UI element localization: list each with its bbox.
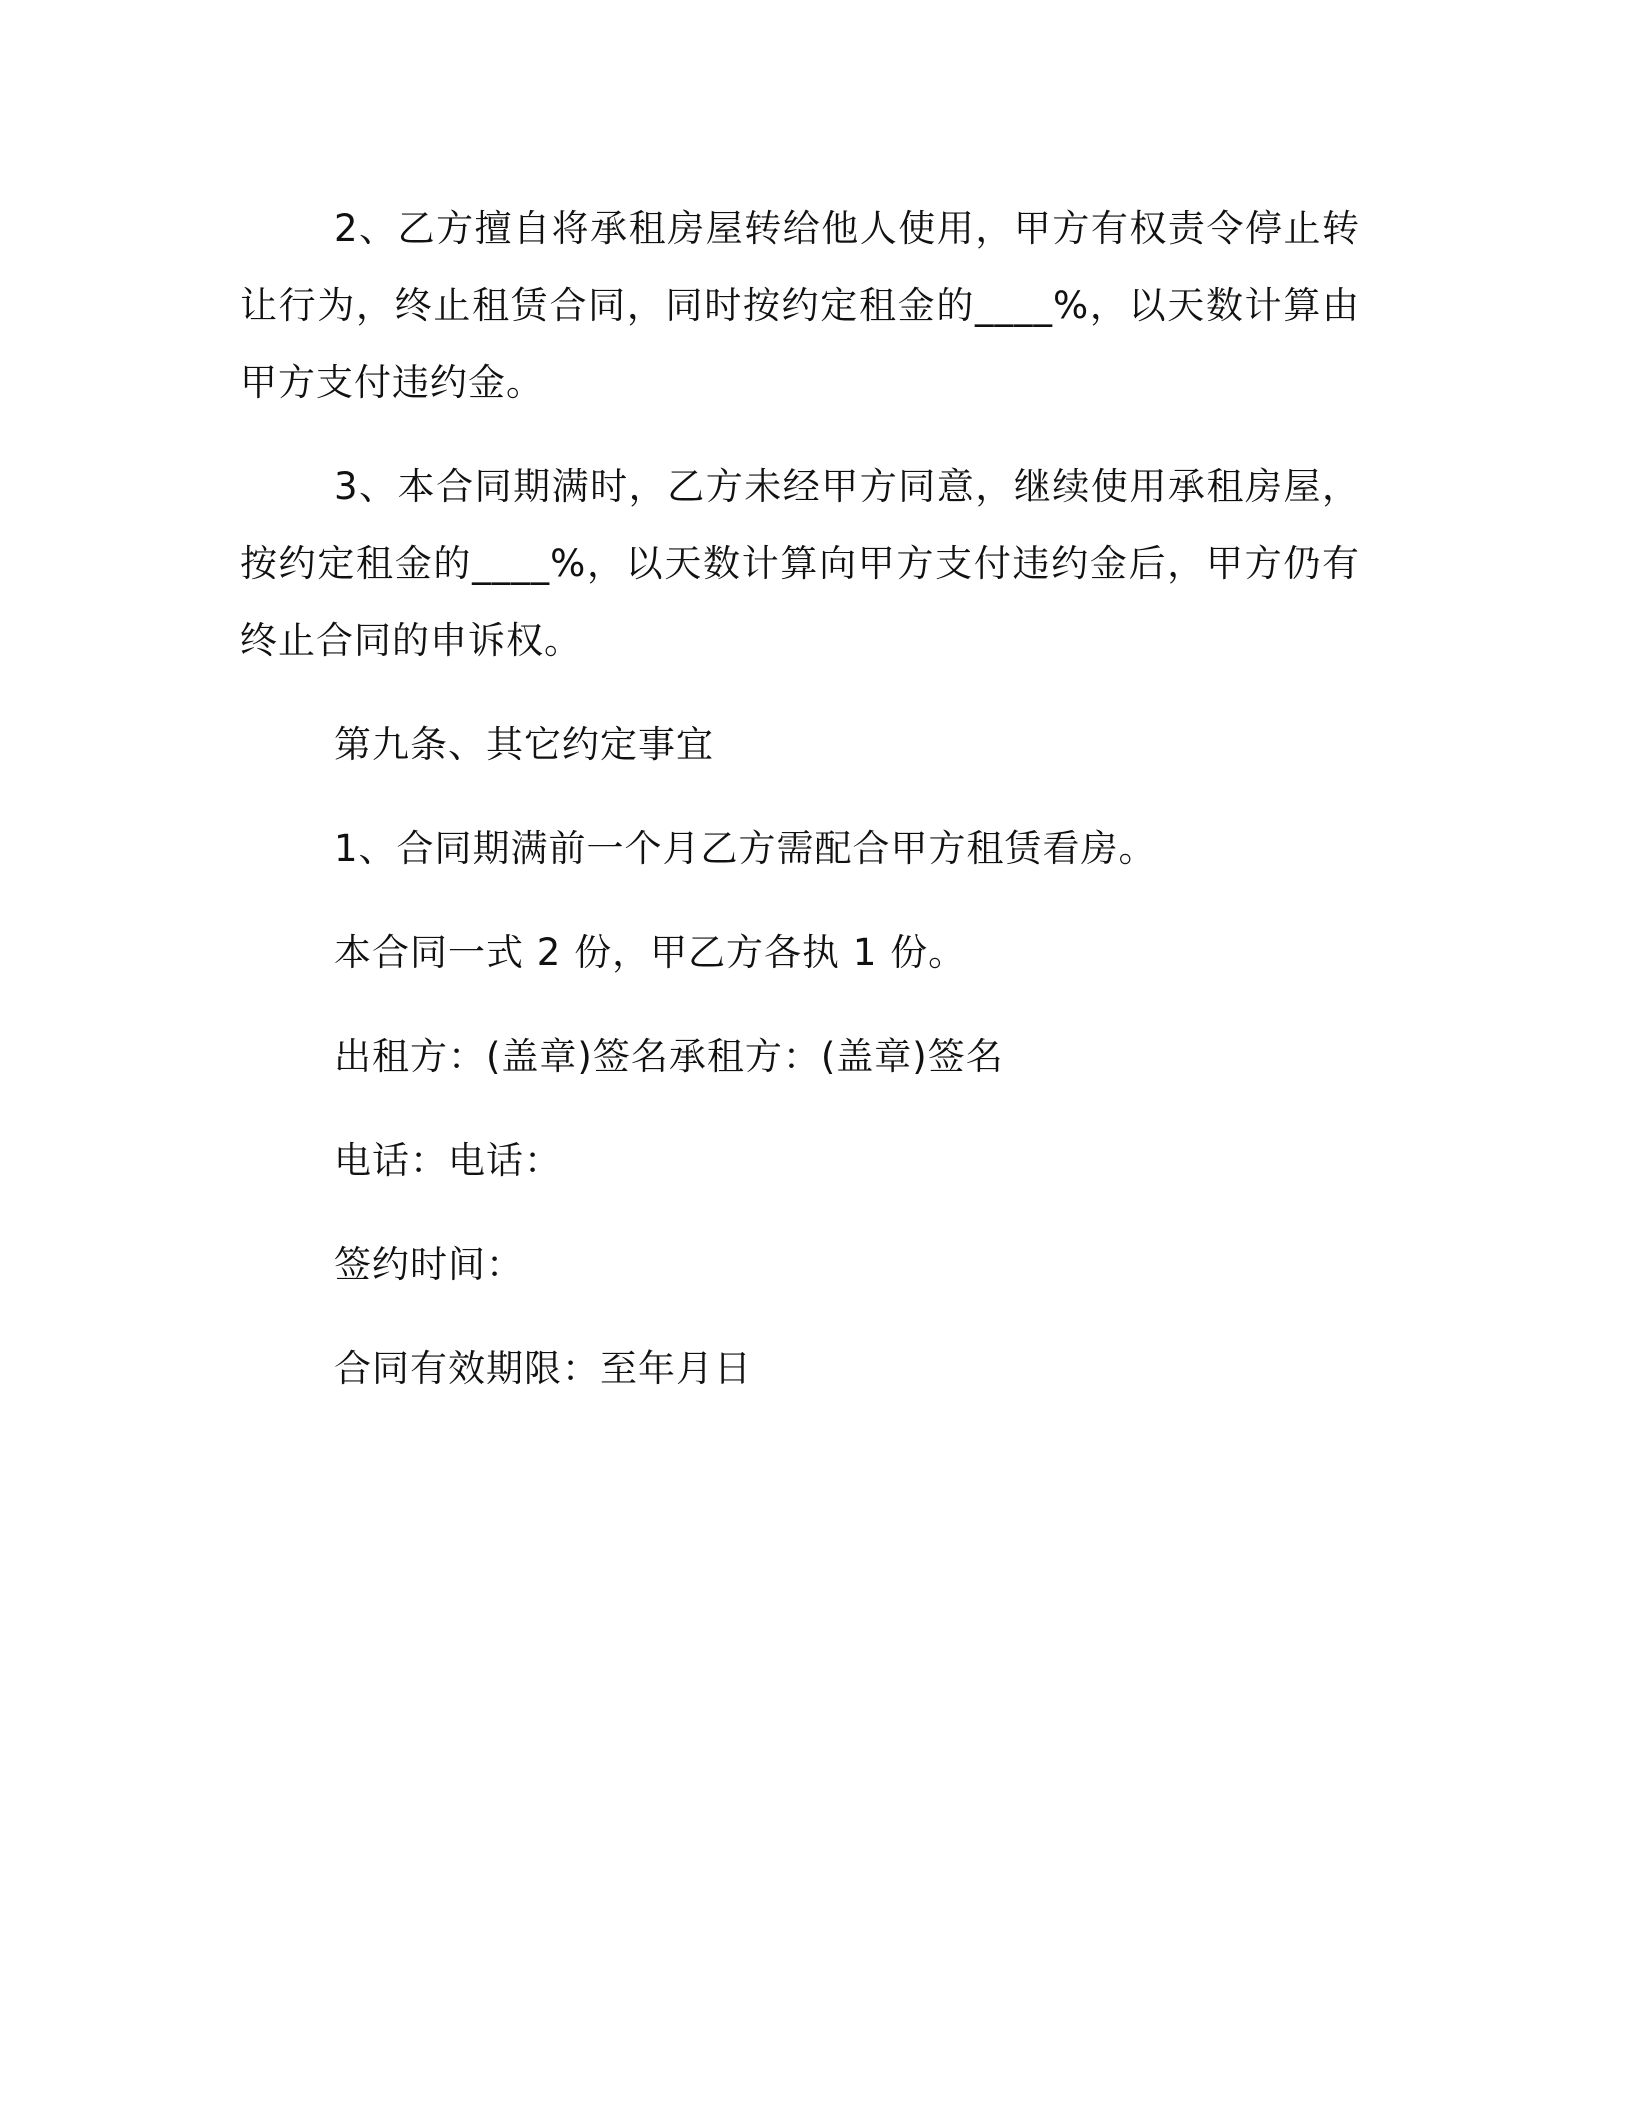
article-9-heading: 第九条、其它约定事宜 [334,723,714,766]
signing-date-line: 签约时间： [334,1243,524,1286]
validity-period-line: 合同有效期限：至年月日 [334,1347,752,1390]
clause-3-paragraph: 3、本合同期满时，乙方未经甲方同意，继续使用承租房屋，按约定租金的____%，以天数计算向甲方支付违约金后，甲方仍有终止合同的申诉权。 [240,465,1360,662]
phone-line: 电话：电话： [334,1139,562,1182]
clause-2-paragraph: 2、乙方擅自将承租房屋转给他人使用，甲方有权责令停止转让行为，终止租赁合同，同时按约定租金的____%，以天数计算由甲方支付违约金。 [240,207,1360,404]
signature-line: 出租方：(盖章)签名承租方：(盖章)签名 [334,1035,1004,1078]
article-9-clause-1: 1、合同期满前一个月乙方需配合甲方租赁看房。 [334,827,1157,870]
copies-statement: 本合同一式 2 份，甲乙方各执 1 份。 [334,931,967,974]
document-page [240,190,1360,1407]
